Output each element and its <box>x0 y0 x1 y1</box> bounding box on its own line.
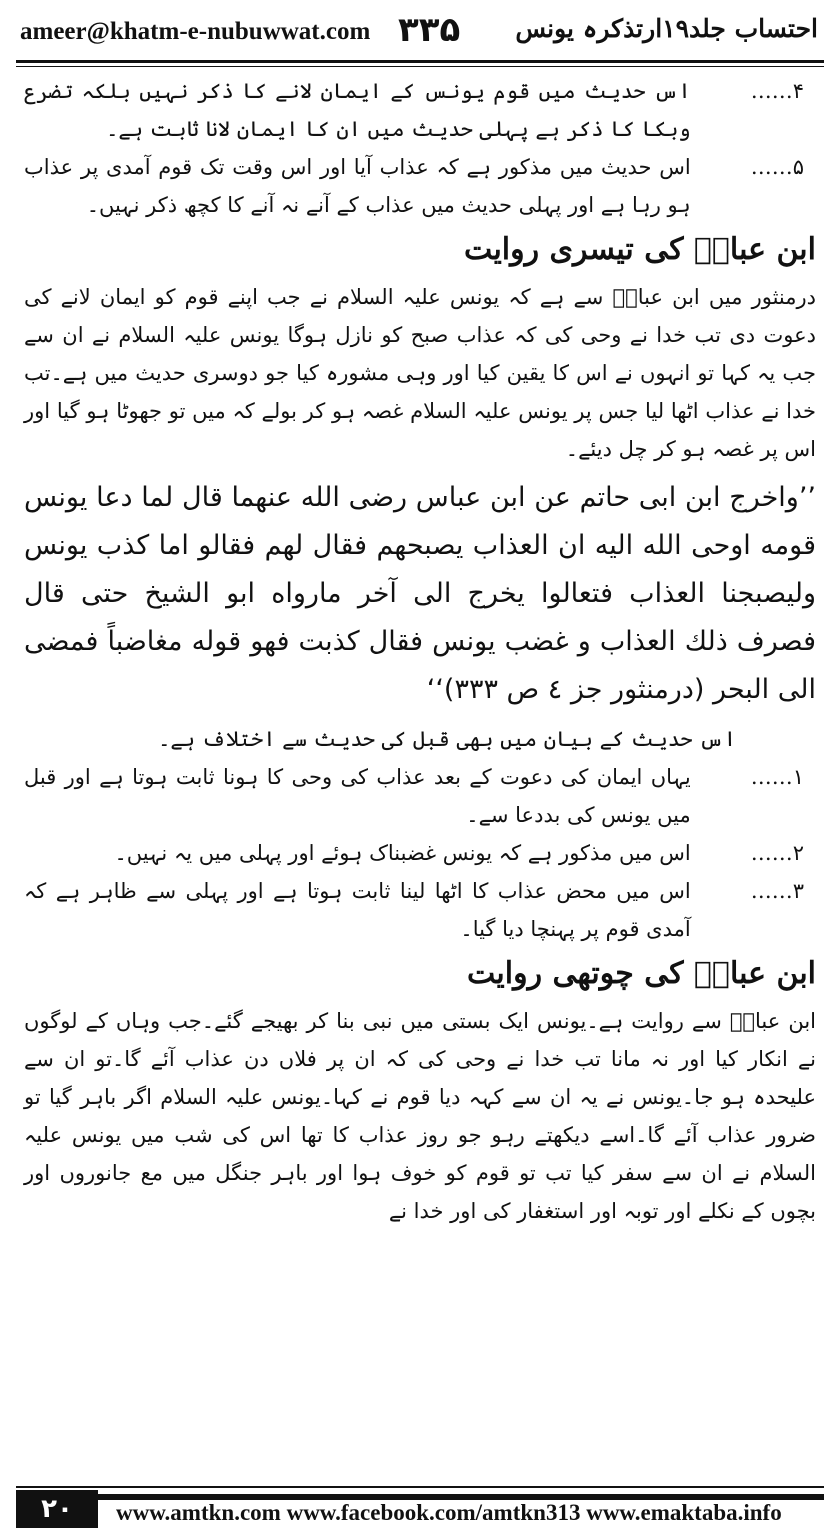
point-4 <box>24 72 816 148</box>
page-footer <box>16 1486 824 1530</box>
point-5 <box>24 148 816 224</box>
section-heading-third-narration: ابن عباسؓ کی تیسری روایت <box>463 232 816 267</box>
page-body <box>24 72 816 1230</box>
point-number: ۴…… <box>750 79 804 103</box>
point-text: اس میں محض عذاب کا اٹھا لینا ثابت ہوتا ہے اور پہلی سے ظاہر ہے کہ آمدی قوم پر پہنچا دیا گیا۔ <box>24 879 691 941</box>
section-heading-fourth-narration: ابن عباسؓ کی چوتھی روایت <box>466 956 816 991</box>
point-number: ۲…… <box>750 841 804 865</box>
point-text: یہاں ایمان کی دعوت کے بعد عذاب کی وحی کا ہونا ثابت ہوتا ہے اور قبل میں یونس کی بددعا سے۔ <box>24 765 691 827</box>
header-page-number: ۳۳۵ <box>398 10 461 50</box>
header-book-title: احتساب جلد۱۹ارتذکرہ یونس <box>515 14 818 43</box>
difference-3 <box>24 872 816 948</box>
footer-page-number: ۲۰ <box>16 1490 98 1528</box>
point-text: اس حدیث میں مذکور ہے کہ عذاب آیا اور اس وقت تک قوم آمدی پر عذاب ہو رہا ہے اور پہلی حدیث میں عذاب کے آنے نہ آنے کا کچھ ذکر نہیں۔ <box>24 155 691 217</box>
header-rule-thick <box>16 60 824 63</box>
point-text: اس میں مذکور ہے کہ یونس غضبناک ہوئے اور پہلی میں یہ نہیں۔ <box>114 841 691 865</box>
page-header <box>16 10 824 58</box>
paragraph-third-narration: درمنثور میں ابن عباسؓ سے ہے کہ یونس علیہ السلام نے جب اپنے قوم کو ایمان لانے کی دعوت دی تب خدا نے وحی کی کہ عذاب صبح کو نازل ہوگا یونس علیہ السلام نے ان سے جب یہ کہا تو انہوں نے اس کا یقین کیا اور وہی مشورہ کیا جو دوسری حدیث میں ہے۔تب خدا نے عذاب اٹھا لیا جس پر یونس علیہ السلام غصہ ہو کر بولے کہ میں تو جھوٹا ہو گیا اور اس پر غصہ ہو کر چل دیئے۔ <box>24 285 816 461</box>
point-number: ۱…… <box>750 765 804 789</box>
point-text: اس حدیث میں قوم یونس کے ایمان لانے کا ذکر نہیں بلکہ تضرع وبکا کا ذکر ہے پہلی حدیث میں ان کا ایمان لانا ثابت ہے۔ <box>24 79 691 141</box>
point-number: ۳…… <box>750 879 804 903</box>
paragraph-fourth-narration: ابن عباسؓ سے روایت ہے۔یونس ایک بستی میں نبی بنا کر بھیجے گئے۔جب وہاں کے لوگوں نے انکار کیا اور نہ مانا تب خدا نے وحی کی کہ ان پر فلاں دن عذاب آئے گا۔تو ان سے علیحدہ ہو جا۔یونس نے یہ ان سے کہہ دیا قوم نے کہا۔یونس علیہ السلام اگر باہر گیا تو ضرور عذاب آئے گا۔اسے دیکھتے رہو جو روز عذاب کا تھا اس کی شب میں یونس علیہ السلام نے ان سے سفر کیا تب تو قوم کو خوف ہوا اور باہر جنگل میں مع جانوروں اور بچوں کے نکلے اور توبہ اور استغفار کی اور خدا نے <box>24 1009 816 1223</box>
differences-intro: اس حدیث کے بیان میں بھی قبل کی حدیث سے اختلاف ہے۔ <box>158 727 736 751</box>
header-rule-thin <box>16 66 824 67</box>
point-number: ۵…… <box>750 155 804 179</box>
difference-1 <box>24 758 816 834</box>
footer-links: www.amtkn.com www.facebook.com/amtkn313 www.emaktaba.info <box>116 1500 782 1525</box>
difference-2 <box>24 834 816 872</box>
header-email: ameer@khatm-e-nubuwwat.com <box>20 18 371 45</box>
footer-rule <box>16 1486 824 1488</box>
arabic-quotation: ’’واخرج ابن ابی حاتم عن ابن عباس رضی الله عنهما قال لما دعا یونس قومه اوحی الله الیه ان العذاب یصبحهم فقال لهم فقالو اما کذب یونس ولیصبجنا العذاب فتعالوا یخرج الی آخر مارواه ابو الشیخ حتی قال فصرف ذلك العذاب و غضب یونس فقال کذبت فهو قوله مغاضباً فمضی الی البحر (درمنثور جز ٤ ص ٣٣٣)‘‘ <box>24 482 816 705</box>
